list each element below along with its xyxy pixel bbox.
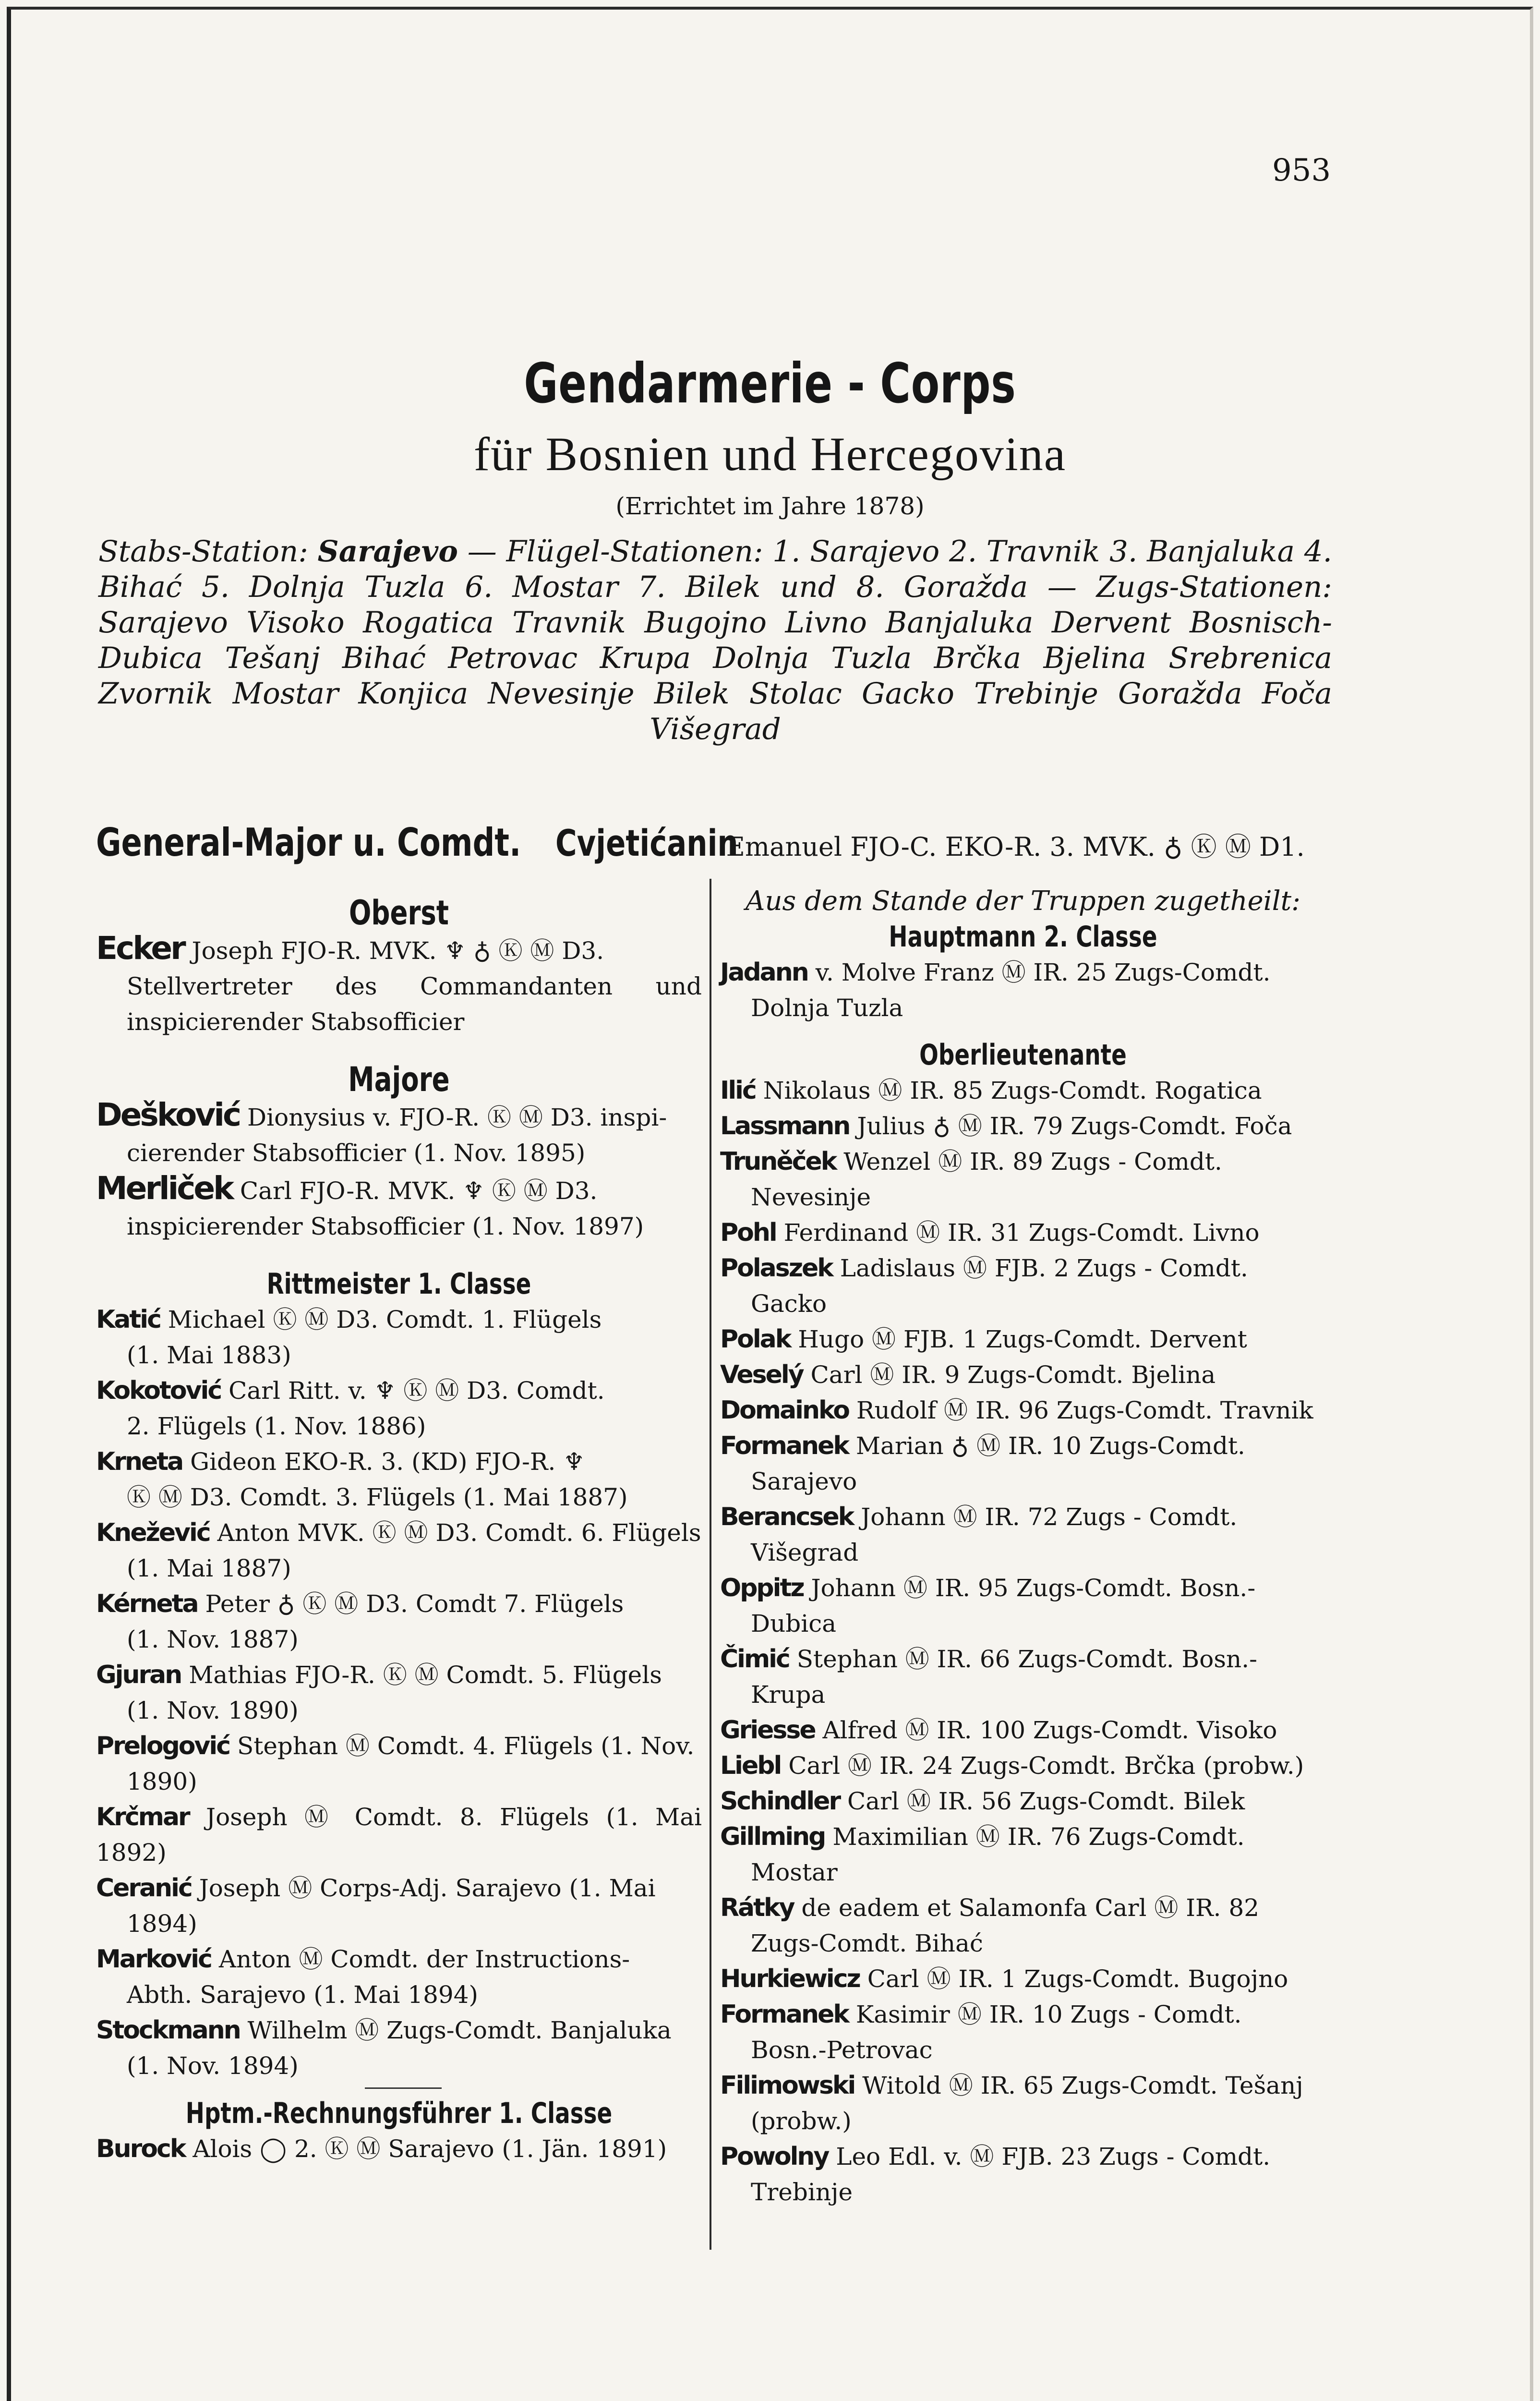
- officer-entry: [720, 1108, 1326, 1144]
- officer-entry: [720, 1570, 1326, 1641]
- officer-details: Carl Ⓜ IR. 24 Zugs-Comdt. Brčka (probw.): [788, 1752, 1304, 1780]
- officer-details-continued: inspicierender Stabsofficier (1. Nov. 1897): [127, 1213, 644, 1240]
- officer-entry: [720, 1712, 1326, 1748]
- heading-oberst: Oberst: [349, 893, 449, 933]
- heading-hauptmann: Hauptmann 2. Classe: [889, 920, 1157, 954]
- officer-name: Merliček: [96, 1170, 233, 1207]
- officer-name: Polak: [720, 1325, 791, 1354]
- officer-details: Witold Ⓜ IR. 65 Zugs-Comdt. Tešanj: [862, 2072, 1303, 2099]
- officer-entry: [96, 931, 702, 1040]
- stations-paragraph: [98, 534, 1332, 747]
- officer-details-continued: Ⓚ Ⓜ D3. Comdt. 3. Flügels (1. Mai 1887): [127, 1483, 628, 1511]
- officer-details: Maximilian Ⓜ IR. 76 Zugs-Comdt.: [832, 1823, 1245, 1851]
- officer-entry: [96, 1097, 702, 1171]
- officer-entry: [720, 1961, 1326, 1997]
- officer-entry: [96, 1728, 702, 1799]
- officer-details-continued: Mostar: [751, 1858, 838, 1886]
- officer-name: Domainko: [720, 1396, 849, 1425]
- officer-entry: [720, 1997, 1326, 2068]
- officer-name: Dešković: [96, 1096, 240, 1133]
- officer-entry: [96, 1444, 702, 1515]
- officer-entry: [720, 1819, 1326, 1890]
- officer-details-continued: Višegrad: [751, 1539, 859, 1566]
- officer-entry: [720, 1144, 1326, 1215]
- officer-entry: [720, 1215, 1326, 1250]
- hauptmann-list: [720, 955, 1326, 1026]
- officer-details: Michael Ⓚ Ⓜ D3. Comdt. 1. Flügels: [168, 1306, 602, 1334]
- officer-entry: [96, 1515, 702, 1586]
- officer-entry: [720, 1499, 1326, 1570]
- officer-details-continued: (1. Nov. 1894): [127, 2052, 299, 2080]
- officer-entry: [96, 1870, 702, 1941]
- officer-details: Dionysius v. FJO-R. Ⓚ Ⓜ D3. inspi-: [247, 1103, 667, 1131]
- officer-name: Čimić: [720, 1645, 789, 1673]
- officer-name: Kokotović: [96, 1376, 221, 1405]
- officer-entry: [720, 1428, 1326, 1499]
- officer-details: Julius ♁ Ⓜ IR. 79 Zugs-Comdt. Foča: [857, 1112, 1292, 1140]
- officer-name: Burock: [96, 2134, 185, 2163]
- officer-details: Leo Edl. v. Ⓜ FJB. 23 Zugs - Comdt.: [836, 2143, 1271, 2171]
- officer-details-continued: Zugs-Comdt. Bihać: [751, 1929, 983, 1957]
- officer-name: Ceranić: [96, 1874, 192, 1903]
- officer-entry: [720, 1641, 1326, 1712]
- officer-details: Carl Ⓜ IR. 56 Zugs-Comdt. Bilek: [847, 1787, 1245, 1815]
- officer-details-continued: cierender Stabsofficier (1. Nov. 1895): [127, 1139, 586, 1167]
- officer-entry: [720, 2139, 1326, 2210]
- officer-details: Mathias FJO-R. Ⓚ Ⓜ Comdt. 5. Flügels: [189, 1661, 662, 1689]
- officer-details: Kasimir Ⓜ IR. 10 Zugs - Comdt.: [855, 2001, 1242, 2028]
- heading-majore: Majore: [348, 1060, 450, 1099]
- officer-details: de eadem et Salamonfa Carl Ⓜ IR. 82: [801, 1894, 1260, 1922]
- founded-note: (Errichtet im Jahre 1878): [615, 492, 925, 520]
- officer-details: Ferdinand Ⓜ IR. 31 Zugs-Comdt. Livno: [783, 1219, 1260, 1247]
- officer-name: Marković: [96, 1945, 211, 1974]
- officer-name: Truněček: [720, 1147, 836, 1176]
- heading-rechnungsfuehrer: Hptm.-Rechnungsführer 1. Classe: [185, 2097, 613, 2130]
- officer-details: Anton MVK. Ⓚ Ⓜ D3. Comdt. 6. Flügels: [217, 1519, 701, 1547]
- officer-name: Veselý: [720, 1360, 803, 1389]
- commander-name: Cvjetićanin: [555, 822, 738, 864]
- officer-name: Liebl: [720, 1751, 781, 1780]
- officer-details-continued: (1. Mai 1887): [127, 1554, 291, 1582]
- officer-details-continued: Bosn.-Petrovac: [751, 2036, 933, 2064]
- assigned-note: Aus dem Stande der Truppen zugetheilt:: [746, 885, 1300, 917]
- officer-entry: [720, 1748, 1326, 1783]
- officer-details: Hugo Ⓜ FJB. 1 Zugs-Comdt. Dervent: [798, 1325, 1247, 1353]
- officer-name: Ecker: [96, 930, 184, 967]
- officer-details-continued: Nevesinje: [751, 1183, 871, 1211]
- officer-details: Rudolf Ⓜ IR. 96 Zugs-Comdt. Travnik: [856, 1396, 1313, 1424]
- officer-name: Oppitz: [720, 1574, 804, 1602]
- officer-entry: [96, 1302, 702, 1373]
- officer-name: Griesse: [720, 1716, 815, 1745]
- officer-name: Krčmar: [96, 1803, 189, 1831]
- officer-details-continued: Gacko: [751, 1290, 827, 1318]
- rittmeister-list: [96, 1302, 702, 2084]
- officer-name: Powolny: [720, 2142, 829, 2171]
- officer-entry: [720, 1073, 1326, 1108]
- column-divider: [710, 879, 711, 2250]
- officer-entry: [96, 1657, 702, 1728]
- officer-details: Stephan Ⓜ IR. 66 Zugs-Comdt. Bosn.-: [796, 1645, 1258, 1673]
- officer-details: Joseph Ⓜ Comdt. 8. Flügels (1. Mai 1892): [96, 1803, 702, 1867]
- officer-details-continued: (1. Nov. 1890): [127, 1697, 299, 1724]
- officer-name: Kérneta: [96, 1589, 198, 1618]
- officer-entry: [96, 2131, 702, 2167]
- officer-entry: [720, 1357, 1326, 1393]
- officer-details: Johann Ⓜ IR. 72 Zugs - Comdt.: [861, 1503, 1238, 1531]
- officer-details-continued: Krupa: [751, 1681, 826, 1709]
- staff-station-label: Stabs-Station:: [98, 534, 308, 569]
- officer-details: Nikolaus Ⓜ IR. 85 Zugs-Comdt. Rogatica: [763, 1077, 1262, 1104]
- officer-entry: [720, 2068, 1326, 2139]
- officer-details: Carl Ⓜ IR. 1 Zugs-Comdt. Bugojno: [867, 1965, 1288, 1993]
- officer-name: Stockmann: [96, 2016, 240, 2045]
- page-subtitle: für Bosnien und Hercegovina: [473, 427, 1067, 481]
- officer-details: Marian ♁ Ⓜ IR. 10 Zugs-Comdt.: [855, 1432, 1245, 1460]
- officer-name: Filimowski: [720, 2071, 855, 2100]
- officer-details-continued: Trebinje: [751, 2178, 853, 2206]
- officer-name: Katić: [96, 1305, 160, 1334]
- commander-line: [96, 820, 1344, 865]
- oberlieutenante-list: [720, 1073, 1326, 2210]
- officer-name: Formanek: [720, 1431, 848, 1460]
- officer-entry: [720, 1890, 1326, 1961]
- section-rule: [365, 2087, 442, 2089]
- officer-details-continued: (probw.): [751, 2107, 852, 2135]
- officer-entry: [96, 1941, 702, 2013]
- heading-rittmeister: Rittmeister 1. Classe: [266, 1267, 531, 1301]
- majore-list: [96, 1097, 702, 1244]
- officer-details: Peter ♁ Ⓚ Ⓜ D3. Comdt 7. Flügels: [205, 1590, 624, 1618]
- officer-entry: [720, 1783, 1326, 1819]
- officer-entry: [720, 1322, 1326, 1357]
- officer-details-continued: Stellvertreter des Commandanten und inspicierender Stabsofficier: [127, 972, 702, 1036]
- officer-entry: [720, 1250, 1326, 1322]
- officer-details-continued: 1894): [127, 1910, 197, 1938]
- officer-name: Ilić: [720, 1076, 756, 1105]
- officer-details: Ladislaus Ⓜ FJB. 2 Zugs - Comdt.: [840, 1254, 1248, 1282]
- officer-name: Pohl: [720, 1218, 776, 1247]
- officer-name: Krneta: [96, 1447, 183, 1476]
- officer-details: Carl Ⓜ IR. 9 Zugs-Comdt. Bjelina: [810, 1361, 1216, 1389]
- officer-details-continued: Abth. Sarajevo (1. Mai 1894): [127, 1981, 479, 2009]
- stations-list: — Flügel-Stationen: 1. Sarajevo 2. Travnik 3. Banjaluka 4. Bihać 5. Dolnja Tuzla 6. Mostar 7. Bilek und 8. Goražda — Zugs-Stationen: Sarajevo Visoko Rogatica Travnik Bugojno Livno Banjaluka Dervent Bosnisch-Dubica Tešanj Bihać Petrovac Krupa Dolnja Tuzla Brčka Bjelina Srebrenica Zvornik Mostar Konjica Nevesinje Bilek Stolac Gacko Trebinje Goražda Foča Višegrad: [98, 534, 1332, 746]
- officer-entry: [96, 1586, 702, 1657]
- officer-name: Berancsek: [720, 1503, 854, 1531]
- officer-details: Carl Ritt. v. ♆ Ⓚ Ⓜ D3. Comdt.: [229, 1377, 605, 1405]
- rechnung-list: [96, 2131, 702, 2167]
- officer-name: Formanek: [720, 2000, 848, 2029]
- officer-entry: [720, 1393, 1326, 1428]
- officer-name: Polaszek: [720, 1254, 832, 1283]
- officer-details: Wenzel Ⓜ IR. 89 Zugs - Comdt.: [843, 1148, 1222, 1176]
- officer-name: Hurkiewicz: [720, 1964, 860, 1993]
- officer-name: Schindler: [720, 1787, 840, 1816]
- officer-details-continued: (1. Nov. 1887): [127, 1625, 299, 1653]
- officer-details: Alois ◯ 2. Ⓚ Ⓜ Sarajevo (1. Jän. 1891): [192, 2135, 667, 2163]
- officer-name: Knežević: [96, 1518, 210, 1547]
- officer-entry: [720, 955, 1326, 1026]
- officer-details-continued: 1890): [127, 1768, 197, 1795]
- officer-details: Alfred Ⓜ IR. 100 Zugs-Comdt. Visoko: [822, 1716, 1277, 1744]
- commander-details: Emanuel FJO-C. EKO-R. 3. MVK. ♁ Ⓚ Ⓜ D1.: [726, 832, 1305, 862]
- officer-details: Carl FJO-R. MVK. ♆ Ⓚ Ⓜ D3.: [240, 1177, 598, 1205]
- officer-entry: [96, 2013, 702, 2084]
- officer-name: Gjuran: [96, 1661, 181, 1689]
- officer-entry: [96, 1799, 702, 1870]
- officer-name: Rátky: [720, 1893, 794, 1922]
- officer-entry: [96, 1171, 702, 1244]
- page-title: Gendarmerie - Corps: [524, 352, 1016, 415]
- officer-name: Jadann: [720, 958, 808, 987]
- officer-details-continued: Dolnja Tuzla: [751, 994, 903, 1022]
- officer-details-continued: Sarajevo: [751, 1467, 857, 1495]
- officer-details: Joseph Ⓜ Corps-Adj. Sarajevo (1. Mai: [199, 1874, 656, 1902]
- officer-details-continued: (1. Mai 1883): [127, 1341, 291, 1369]
- left-column: [96, 884, 702, 2167]
- oberst-list: [96, 931, 702, 1040]
- officer-details: Anton Ⓜ Comdt. der Instructions-: [218, 1945, 630, 1973]
- officer-details: Johann Ⓜ IR. 95 Zugs-Comdt. Bosn.-: [811, 1574, 1256, 1602]
- commander-rank: General-Major u. Comdt.: [96, 820, 521, 865]
- officer-details: Gideon EKO-R. 3. (KD) FJO-R. ♆: [190, 1448, 585, 1476]
- officer-entry: [96, 1373, 702, 1444]
- officer-name: Lassmann: [720, 1112, 850, 1140]
- officer-details-continued: 2. Flügels (1. Nov. 1886): [127, 1412, 426, 1440]
- officer-details: v. Molve Franz Ⓜ IR. 25 Zugs-Comdt.: [815, 958, 1271, 986]
- officer-name: Gillming: [720, 1822, 825, 1851]
- heading-oberlieutenante: Oberlieutenante: [919, 1038, 1127, 1072]
- officer-details-continued: Dubica: [751, 1610, 837, 1637]
- staff-station-city: Sarajevo: [317, 534, 458, 569]
- officer-details: Wilhelm Ⓜ Zugs-Comdt. Banjaluka: [247, 2016, 672, 2044]
- officer-details: Stephan Ⓜ Comdt. 4. Flügels (1. Nov.: [237, 1732, 695, 1760]
- officer-name: Prelogović: [96, 1732, 230, 1760]
- officer-details: Joseph FJO-R. MVK. ♆ ♁ Ⓚ Ⓜ D3.: [192, 937, 604, 965]
- right-column: [720, 884, 1326, 2210]
- page-number: 953: [1272, 153, 1331, 188]
